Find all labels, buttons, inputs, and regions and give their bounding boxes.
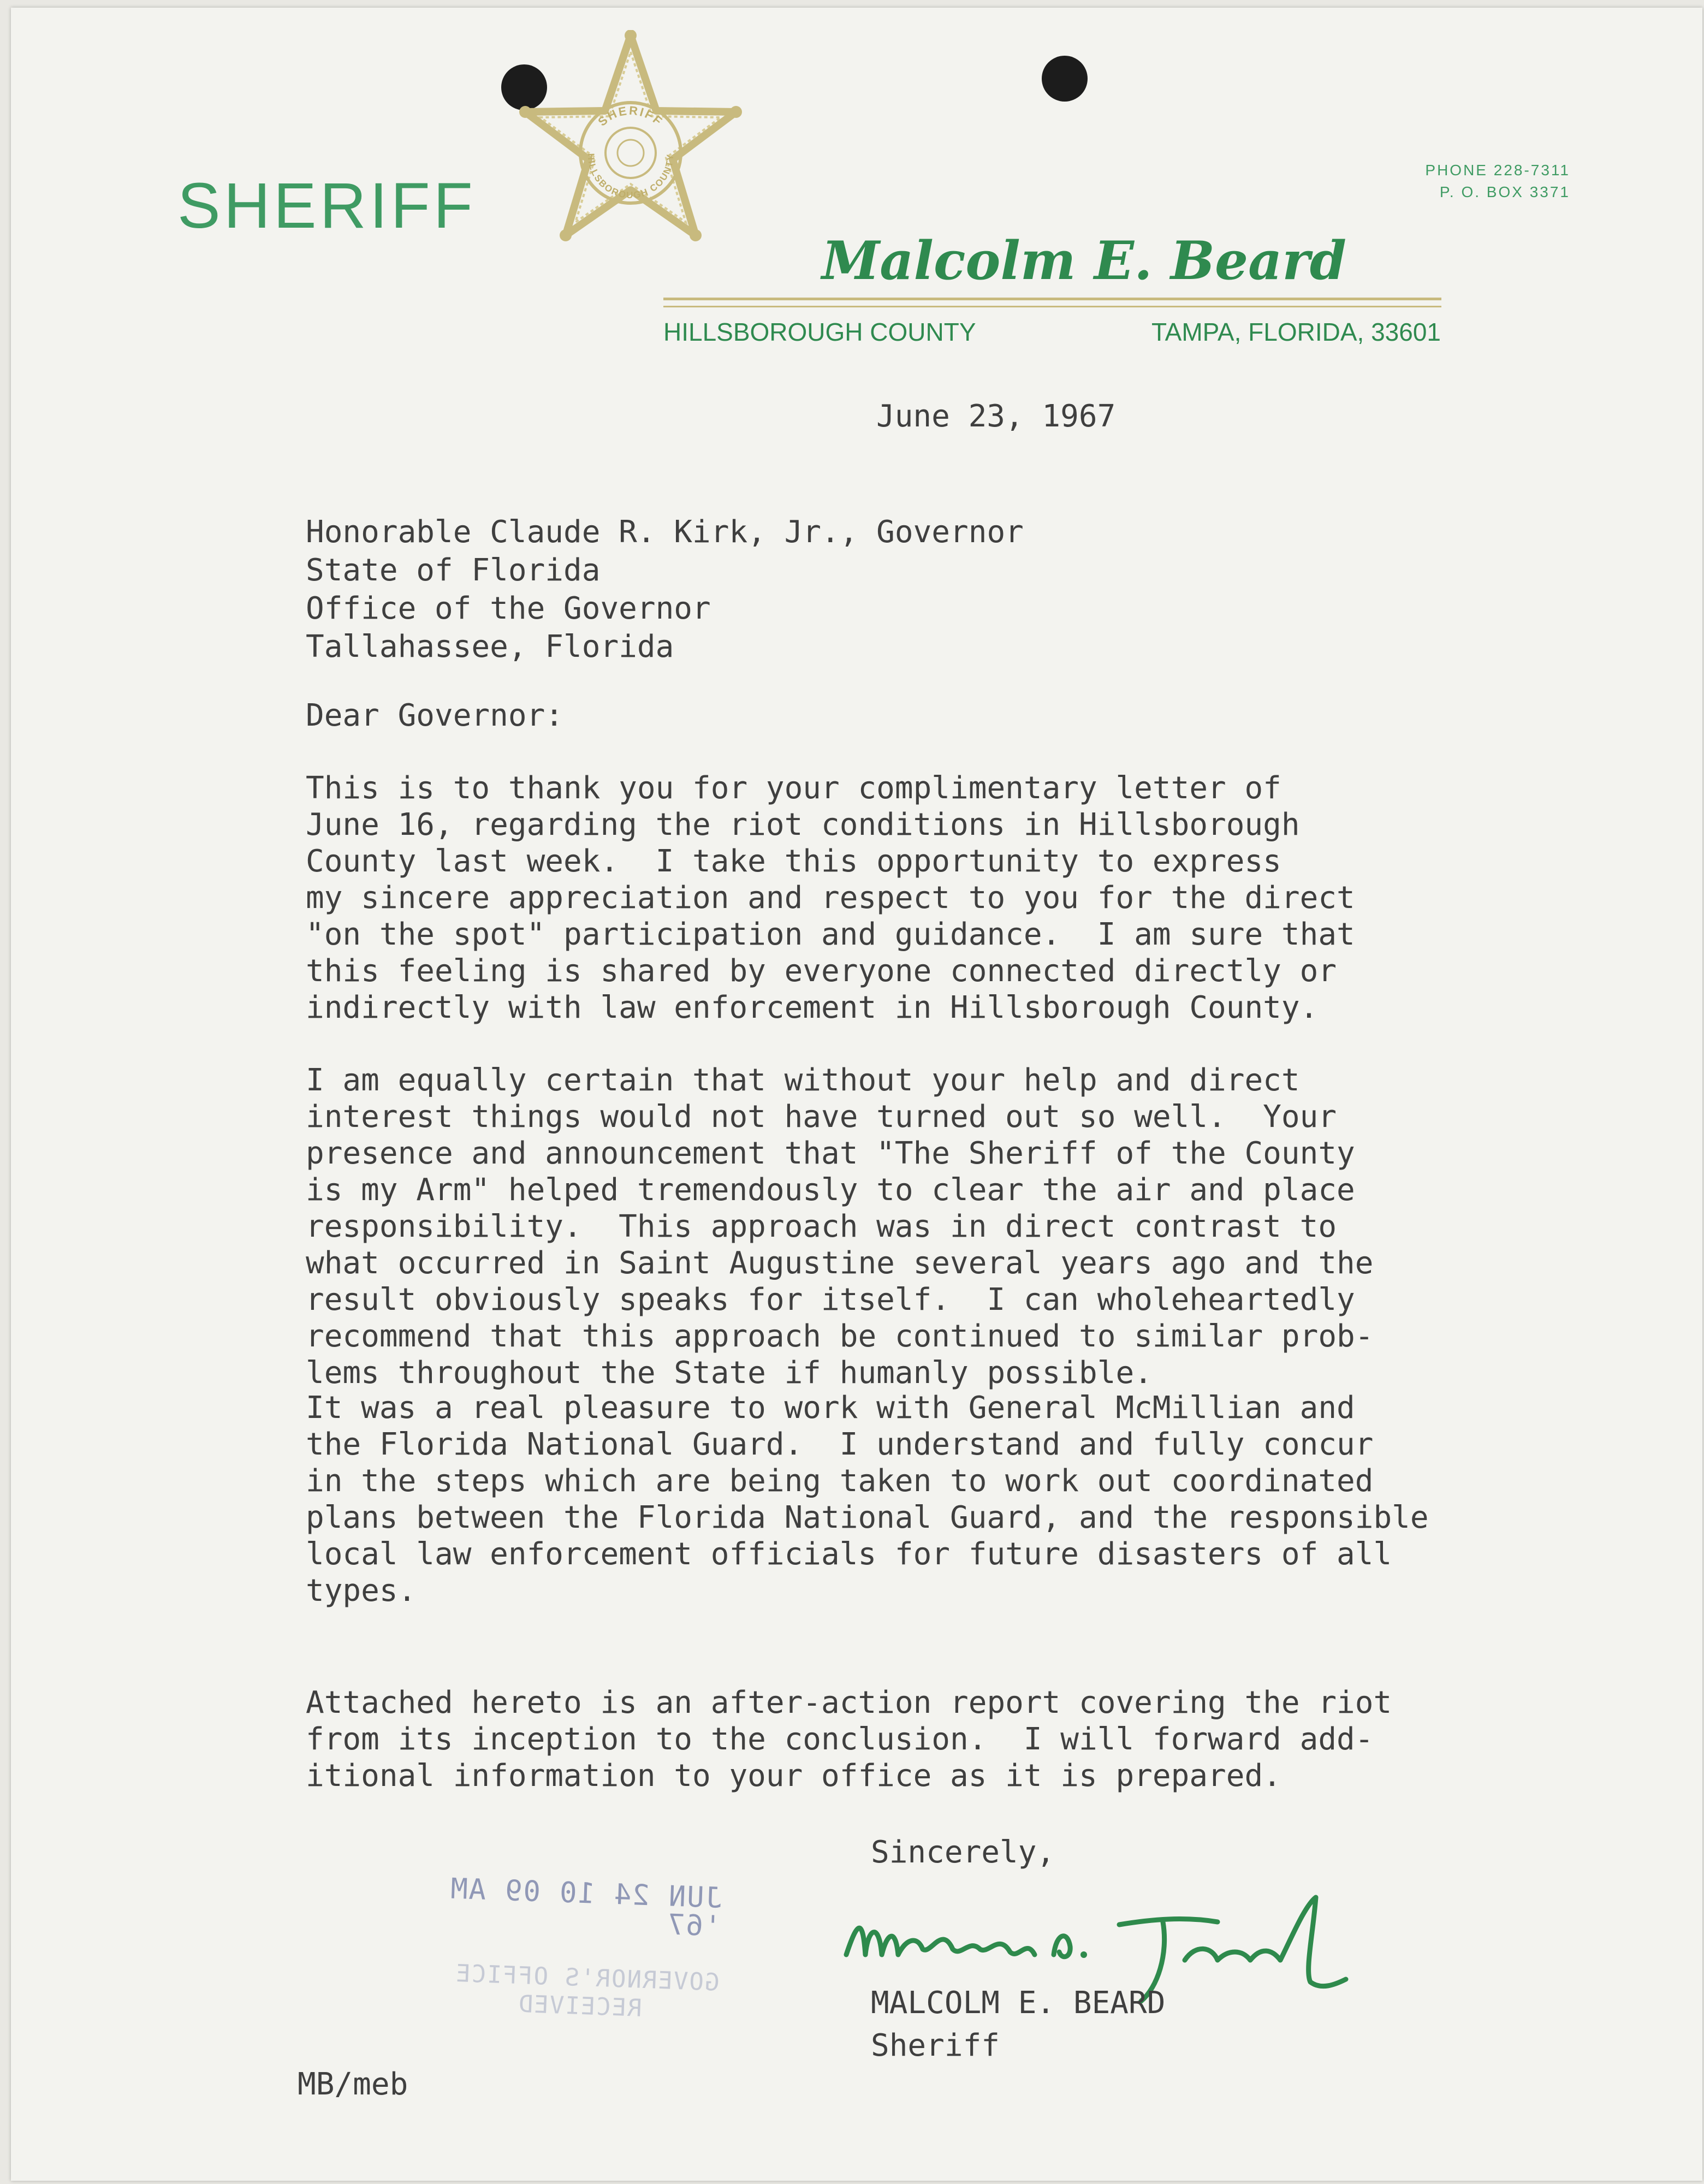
- stamp-office: GOVERNOR'S OFFICE: [454, 1959, 720, 1997]
- paragraph-2: [306, 1062, 1373, 1391]
- badge-county: HILLSBOROUGH COUNTY: [585, 153, 676, 201]
- address-line: Tallahassee, Florida: [306, 629, 674, 664]
- text-line: this feeling is shared by everyone connected directly or: [306, 953, 1337, 989]
- signer-name: MALCOLM E. BEARD: [871, 1985, 1166, 2021]
- text-line: June 16, regarding the riot conditions in Hillsborough: [306, 807, 1300, 842]
- text-line: It was a real pleasure to work with General McMillian and: [306, 1390, 1355, 1426]
- phone-number: PHONE 228-7311: [1425, 162, 1570, 179]
- address-line: Honorable Claude R. Kirk, Jr., Governor: [306, 514, 1024, 550]
- text-line: result obviously speaks for itself. I can wholeheartedly: [306, 1282, 1355, 1317]
- text-line: presence and announcement that "The Sheriff of the County: [306, 1136, 1355, 1171]
- letterhead-rule: [663, 298, 1441, 300]
- city-line: TAMPA, FLORIDA, 33601: [1151, 318, 1441, 346]
- text-line: itional information to your office as it is prepared.: [306, 1758, 1281, 1794]
- recipient-address: [306, 513, 1024, 666]
- text-line: Attached hereto is an after-action report covering the riot: [306, 1685, 1392, 1720]
- letter-date: June 23, 1967: [876, 399, 1116, 434]
- badge-label: SHERIFF: [595, 103, 666, 129]
- text-line: recommend that this approach be continued to similar prob-: [306, 1319, 1374, 1354]
- text-line: lems throughout the State if humanly possible.: [306, 1355, 1153, 1391]
- text-line: is my Arm" helped tremendously to clear the air and place: [306, 1172, 1355, 1208]
- county-line: HILLSBOROUGH COUNTY: [663, 318, 976, 346]
- text-line: in the steps which are being taken to work out coordinated: [306, 1463, 1374, 1499]
- text-line: what occurred in Saint Augustine several years ago and the: [306, 1245, 1374, 1281]
- signer-title: Sheriff: [871, 2028, 1000, 2063]
- text-line: interest things would not have turned out so well. Your: [306, 1099, 1337, 1135]
- letterhead-rule-thin: [663, 306, 1441, 307]
- text-line: I am equally certain that without your help and direct: [306, 1063, 1300, 1098]
- text-line: types.: [306, 1573, 417, 1609]
- paragraph-3: [306, 1390, 1429, 1609]
- received-stamp: [380, 1872, 723, 2022]
- sheriff-name: Malcolm E. Beard: [822, 230, 1347, 292]
- stamp-date: JUN 24 10 09 AM '67: [449, 1872, 723, 1943]
- po-box: P. O. BOX 3371: [1439, 183, 1570, 200]
- salutation: Dear Governor:: [306, 698, 564, 733]
- text-line: from its inception to the conclusion. I will forward add-: [306, 1722, 1374, 1757]
- text-line: the Florida National Guard. I understand and fully concur: [306, 1427, 1374, 1462]
- text-line: County last week. I take this opportunity to express: [306, 844, 1281, 879]
- reference-initials: MB/meb: [298, 2067, 408, 2102]
- text-line: local law enforcement officials for future disasters of all: [306, 1536, 1392, 1572]
- punch-hole-right: [1042, 56, 1088, 102]
- signer-block: [871, 1982, 1165, 2067]
- closing: Sincerely,: [871, 1835, 1055, 1870]
- letterhead-title: SHERIFF: [177, 170, 476, 242]
- text-line: This is to thank you for your complimentary letter of: [306, 770, 1281, 806]
- text-line: my sincere appreciation and respect to you for the direct: [306, 880, 1355, 916]
- paragraph-1: [306, 770, 1355, 1026]
- paragraph-4: [306, 1684, 1392, 1794]
- stamp-received: RECEIVED: [516, 1990, 643, 2022]
- address-line: State of Florida: [306, 553, 601, 588]
- text-line: plans between the Florida National Guard, and the responsible: [306, 1500, 1429, 1535]
- text-line: responsibility. This approach was in direct contrast to: [306, 1209, 1337, 1244]
- text-line: "on the spot" participation and guidance. I am sure that: [306, 917, 1355, 952]
- address-line: Office of the Governor: [306, 591, 711, 626]
- sheriff-star-badge-icon: [480, 30, 781, 292]
- text-line: indirectly with law enforcement in Hillsborough County.: [306, 990, 1319, 1025]
- contact-block: [1425, 159, 1570, 203]
